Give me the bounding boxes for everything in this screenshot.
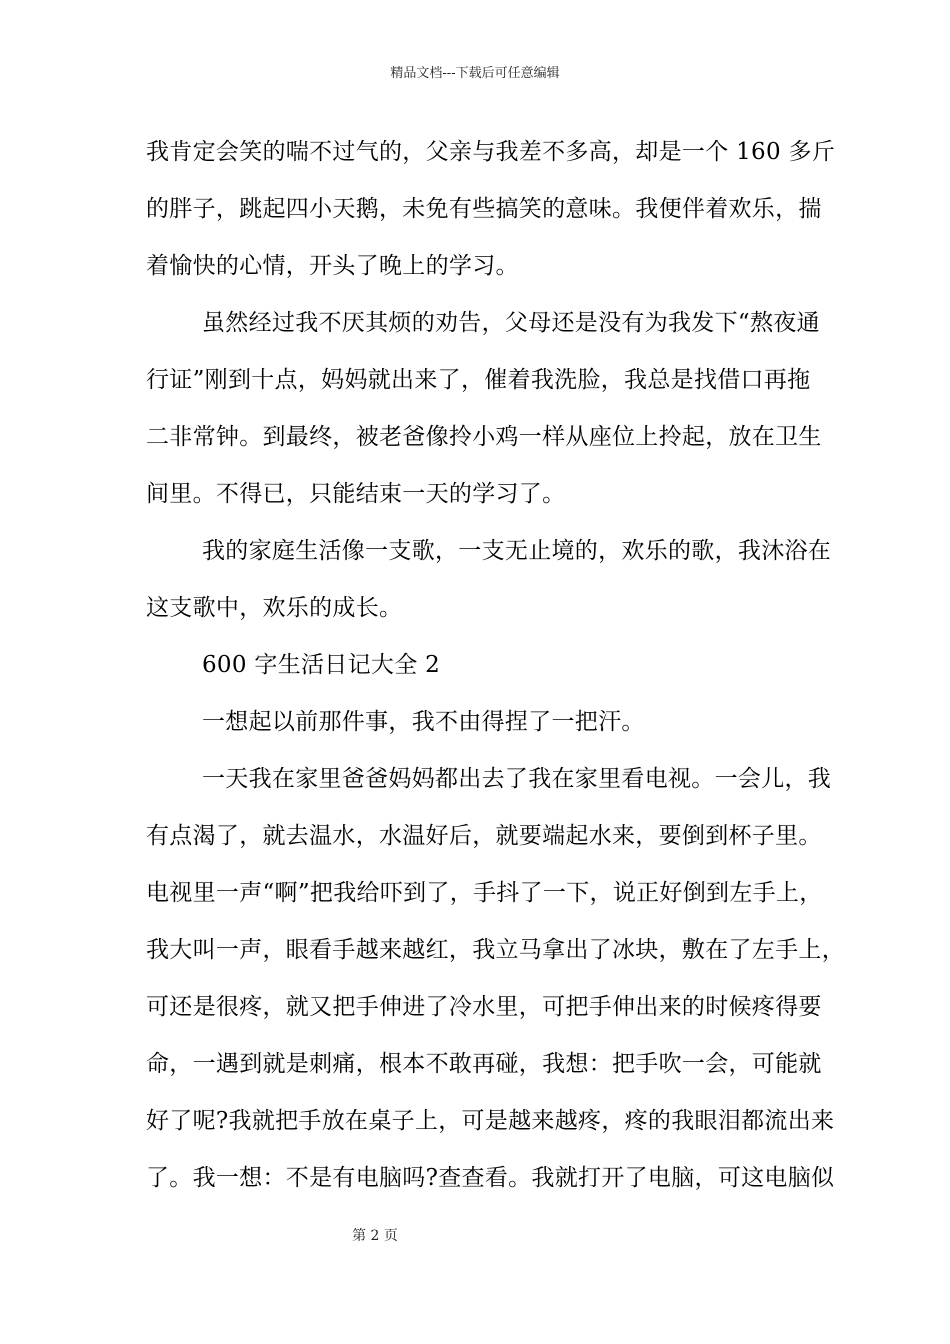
body-line: 的胖子，跳起四小天鹅，未免有些搞笑的意味。我便伴着欢乐，揣 bbox=[146, 196, 822, 222]
body-line: 二非常钟。到最终，被老爸像拎小鸡一样从座位上拎起，放在卫生 bbox=[146, 424, 822, 450]
body-line: 行证”刚到十点，妈妈就出来了，催着我洗脸，我总是找借口再拖 bbox=[146, 367, 811, 393]
document-body bbox=[146, 124, 845, 1207]
section-heading: 600 字生活日记大全 2 bbox=[202, 652, 441, 678]
body-line: 我肯定会笑的喘不过气的，父亲与我差不多高，却是一个 160 多斤 bbox=[146, 139, 836, 165]
body-line: 可还是很疼，就又把手伸进了冷水里，可把手伸出来的时候疼得要 bbox=[146, 994, 822, 1020]
body-line: 我大叫一声，眼看手越来越红，我立马拿出了冰块，敷在了左手上， bbox=[146, 937, 845, 963]
page-number: 第 2 页 bbox=[352, 1228, 398, 1244]
body-line: 有点渴了，就去温水，水温好后，就要端起水来，要倒到杯子里。 bbox=[146, 823, 822, 849]
body-line: 间里。不得已，只能结束一天的学习了。 bbox=[146, 481, 566, 507]
body-line: 了。我一想：不是有电脑吗?查查看。我就打开了电脑，可这电脑似 bbox=[146, 1165, 835, 1191]
body-line: 着愉快的心情，开头了晚上的学习。 bbox=[146, 253, 519, 279]
body-line: 这支歌中，欢乐的成长。 bbox=[146, 595, 403, 621]
paragraph-start-line: 一天我在家里爸爸妈妈都出去了我在家里看电视。一会儿，我 bbox=[202, 766, 832, 792]
page-header: 精品文档---下载后可任意编辑 bbox=[390, 66, 560, 81]
paragraph-start-line: 虽然经过我不厌其烦的劝告，父母还是没有为我发下“熬夜通 bbox=[202, 310, 820, 336]
body-line: 电视里一声“啊”把我给吓到了，手抖了一下，说正好倒到左手上， bbox=[146, 880, 823, 906]
body-line: 命，一遇到就是刺痛，根本不敢再碰，我想：把手吹一会，可能就 bbox=[146, 1051, 822, 1077]
paragraph-start-line: 我的家庭生活像一支歌，一支无止境的，欢乐的歌，我沐浴在 bbox=[202, 538, 832, 564]
paragraph-start-line: 一想起以前那件事，我不由得捏了一把汗。 bbox=[202, 709, 645, 735]
body-line: 好了呢?我就把手放在桌子上，可是越来越疼，疼的我眼泪都流出来 bbox=[146, 1108, 835, 1134]
